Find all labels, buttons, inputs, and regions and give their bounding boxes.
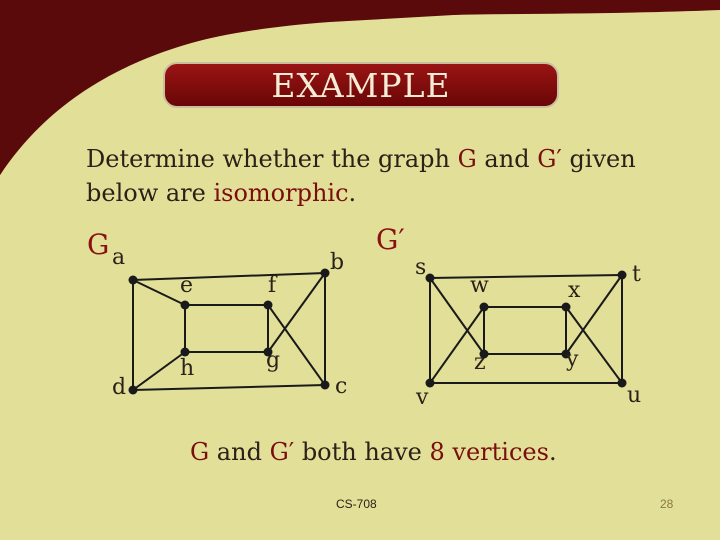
vertex-label-b: b [330, 250, 345, 275]
conclusion-text: both have [294, 438, 430, 466]
vertex-b [321, 269, 330, 278]
vertex-d [129, 386, 138, 395]
vertex-label-h: h [180, 356, 195, 381]
isomorphic-term: isomorphic [213, 179, 349, 207]
intro-line-1 [86, 145, 636, 173]
intro-text: below are [86, 179, 214, 207]
vertex-s [426, 274, 435, 283]
vertex-label-x: x [568, 278, 581, 303]
vertex-label-g: g [266, 348, 281, 373]
vertex-label-f: f [268, 273, 277, 298]
intro-text: . [348, 179, 357, 207]
vertex-label-s: s [415, 255, 427, 280]
vertex-label-e: e [180, 273, 194, 298]
vertex-label-u: u [627, 383, 642, 408]
vertex-w [480, 303, 489, 312]
vertex-label-y: y [566, 347, 579, 372]
vertex-label-z: z [474, 350, 486, 375]
slide-title: EXAMPLE [271, 66, 451, 105]
vertex-label-t: t [632, 262, 641, 287]
graph-gprime-name: G′ [537, 145, 562, 173]
vertex-t [618, 271, 627, 280]
vertex-e [181, 301, 190, 310]
vertex-label-a: a [112, 245, 126, 270]
vertex-label-d: d [112, 375, 127, 400]
vertex-c [321, 381, 330, 390]
vertex-label-v: v [416, 385, 429, 410]
intro-text: and [476, 145, 538, 173]
conclusion-text: and [209, 438, 270, 466]
footer-course: CS-708 [336, 497, 377, 511]
conclusion-line [190, 438, 557, 466]
intro-text: Determine whether the graph [86, 145, 458, 173]
vertex-count: 8 vertices [429, 438, 549, 466]
intro-text: given [561, 145, 636, 173]
vertex-label-c: c [335, 374, 348, 399]
graph-g-name: G [457, 145, 477, 173]
vertex-f [264, 301, 273, 310]
vertex-x [562, 303, 571, 312]
graph-gprime-name: G′ [269, 438, 295, 466]
graph-g-name: G [190, 438, 210, 466]
page-number: 28 [660, 497, 674, 511]
title-bar [163, 62, 559, 108]
vertex-u [618, 379, 627, 388]
vertex-label-w: w [470, 273, 489, 298]
intro-line-2 [86, 179, 356, 207]
graph-g-label: G [87, 228, 110, 261]
graph-gprime-label: G′ [376, 223, 405, 256]
vertex-a [129, 276, 138, 285]
conclusion-text: . [548, 438, 557, 466]
